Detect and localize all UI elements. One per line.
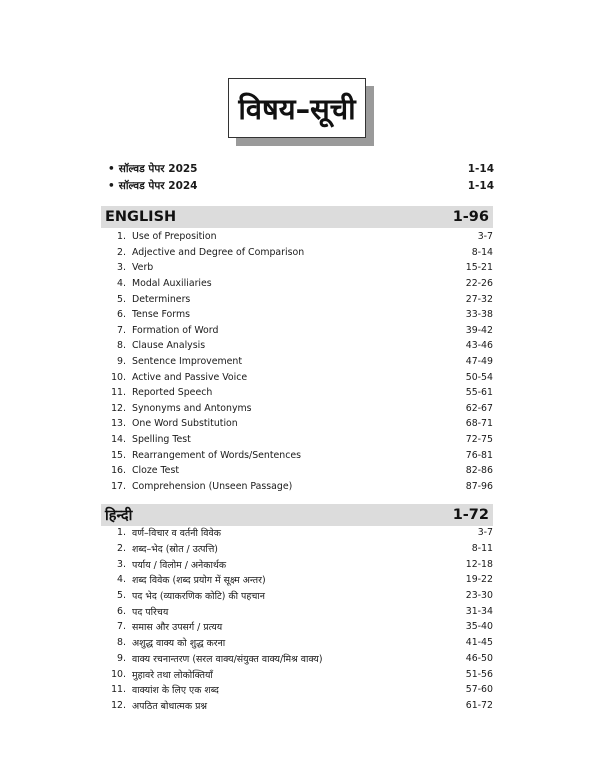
item-label: अशुद्ध वाक्य को शुद्ध करना bbox=[132, 638, 226, 650]
item-number: 12. bbox=[111, 699, 126, 711]
bullet-icon: • bbox=[108, 180, 115, 192]
item-label: Reported Speech bbox=[132, 387, 213, 399]
contents-item bbox=[108, 619, 493, 635]
item-label: पद परिचय bbox=[132, 606, 169, 618]
item-label: Synonyms and Antonyms bbox=[132, 402, 252, 414]
contents-item bbox=[108, 307, 493, 323]
section-name: ENGLISH bbox=[105, 209, 177, 225]
item-number: 2. bbox=[117, 246, 126, 258]
contents-item bbox=[108, 635, 493, 651]
item-number: 1. bbox=[117, 231, 126, 243]
item-label: Sentence Improvement bbox=[132, 356, 243, 368]
contents-item bbox=[108, 666, 493, 682]
item-number: 15. bbox=[111, 449, 126, 461]
solved-paper-label: सॉल्वड पेपर 2025 bbox=[118, 163, 198, 175]
section-name: हिन्दी bbox=[105, 508, 133, 524]
solved-paper-label: सॉल्वड पेपर 2024 bbox=[118, 180, 198, 192]
contents-item bbox=[108, 447, 493, 463]
item-label: Determiners bbox=[132, 293, 191, 305]
item-pages: 43-46 bbox=[465, 340, 493, 352]
item-number: 8. bbox=[117, 637, 126, 649]
contents-item bbox=[108, 369, 493, 385]
contents-item bbox=[108, 416, 493, 432]
item-pages: 72-75 bbox=[465, 434, 493, 446]
section-header-hindi bbox=[101, 504, 493, 526]
item-pages: 41-45 bbox=[465, 637, 493, 649]
section-range: 1-72 bbox=[452, 507, 489, 523]
english-contents-list bbox=[108, 229, 493, 494]
item-pages: 50-54 bbox=[465, 371, 493, 383]
contents-item bbox=[108, 698, 493, 714]
item-label: शब्द विवेक (शब्द प्रयोग में सूक्ष्म अन्तर) bbox=[132, 575, 266, 587]
contents-item bbox=[108, 603, 493, 619]
item-number: 14. bbox=[111, 434, 126, 446]
contents-item bbox=[108, 260, 493, 276]
item-number: 12. bbox=[111, 402, 126, 414]
solved-paper-row bbox=[108, 177, 494, 195]
item-number: 6. bbox=[117, 309, 126, 321]
item-label: Comprehension (Unseen Passage) bbox=[132, 480, 293, 492]
contents-item bbox=[108, 572, 493, 588]
item-label: पद भेद (व्याकरणिक कोटि) की पहचान bbox=[132, 591, 265, 603]
item-number: 3. bbox=[117, 262, 126, 274]
contents-item bbox=[108, 385, 493, 401]
item-number: 4. bbox=[117, 278, 126, 290]
item-pages: 8-14 bbox=[471, 246, 493, 258]
contents-item bbox=[108, 463, 493, 479]
section-range: 1-96 bbox=[452, 209, 489, 225]
item-label: वाक्यांश के लिए एक शब्द bbox=[132, 685, 219, 697]
item-label: अपठित बोधात्मक प्रश्न bbox=[132, 700, 208, 712]
contents-item bbox=[108, 323, 493, 339]
item-pages: 27-32 bbox=[465, 293, 493, 305]
item-label: Adjective and Degree of Comparison bbox=[132, 246, 305, 258]
item-pages: 55-61 bbox=[465, 387, 493, 399]
item-number: 6. bbox=[117, 605, 126, 617]
item-label: Rearrangement of Words/Sentences bbox=[132, 449, 302, 461]
item-pages: 23-30 bbox=[465, 590, 493, 602]
contents-item bbox=[108, 651, 493, 667]
item-label: Verb bbox=[132, 262, 154, 274]
contents-item bbox=[108, 525, 493, 541]
item-number: 13. bbox=[111, 418, 126, 430]
item-number: 11. bbox=[111, 684, 126, 696]
solved-paper-row bbox=[108, 160, 494, 178]
item-number: 10. bbox=[111, 668, 126, 680]
contents-item bbox=[108, 291, 493, 307]
solved-paper-pages: 1-14 bbox=[467, 163, 494, 175]
item-label: One Word Substitution bbox=[132, 418, 238, 430]
item-number: 11. bbox=[111, 387, 126, 399]
item-number: 9. bbox=[117, 356, 126, 368]
item-number: 7. bbox=[117, 324, 126, 336]
item-label: Spelling Test bbox=[132, 434, 191, 446]
contents-item bbox=[108, 245, 493, 261]
contents-item bbox=[108, 432, 493, 448]
item-pages: 31-34 bbox=[465, 605, 493, 617]
contents-item bbox=[108, 541, 493, 557]
item-label: Formation of Word bbox=[132, 324, 219, 336]
contents-item bbox=[108, 229, 493, 245]
item-number: 3. bbox=[117, 558, 126, 570]
item-pages: 19-22 bbox=[465, 574, 493, 586]
solved-paper-pages: 1-14 bbox=[467, 180, 494, 192]
item-pages: 82-86 bbox=[465, 465, 493, 477]
item-pages: 62-67 bbox=[465, 402, 493, 414]
item-pages: 47-49 bbox=[465, 356, 493, 368]
item-label: Tense Forms bbox=[132, 309, 190, 321]
item-label: शब्द–भेद (स्रोत / उत्पत्ति) bbox=[132, 544, 218, 556]
item-pages: 8-11 bbox=[471, 543, 493, 555]
contents-item bbox=[108, 682, 493, 698]
item-pages: 87-96 bbox=[465, 480, 493, 492]
item-pages: 39-42 bbox=[465, 324, 493, 336]
item-number: 8. bbox=[117, 340, 126, 352]
item-number: 5. bbox=[117, 590, 126, 602]
item-label: मुहावरे तथा लोकोक्तियाँ bbox=[132, 669, 213, 681]
item-number: 7. bbox=[117, 621, 126, 633]
page-title: विषय–सूची bbox=[238, 91, 356, 126]
item-pages: 33-38 bbox=[465, 309, 493, 321]
item-number: 5. bbox=[117, 293, 126, 305]
item-pages: 35-40 bbox=[465, 621, 493, 633]
contents-item bbox=[108, 401, 493, 417]
item-pages: 3-7 bbox=[477, 231, 493, 243]
contents-item bbox=[108, 276, 493, 292]
item-number: 4. bbox=[117, 574, 126, 586]
item-number: 16. bbox=[111, 465, 126, 477]
contents-item bbox=[108, 479, 493, 495]
item-label: समास और उपसर्ग / प्रत्यय bbox=[132, 622, 223, 634]
contents-item bbox=[108, 588, 493, 604]
solved-paper-label-wrap bbox=[108, 162, 197, 176]
item-pages: 46-50 bbox=[465, 652, 493, 664]
item-pages: 57-60 bbox=[465, 684, 493, 696]
item-label: Use of Preposition bbox=[132, 231, 217, 243]
item-pages: 15-21 bbox=[465, 262, 493, 274]
item-pages: 22-26 bbox=[465, 278, 493, 290]
item-label: Clause Analysis bbox=[132, 340, 206, 352]
item-number: 9. bbox=[117, 652, 126, 664]
item-label: पर्याय / विलोम / अनेकार्थक bbox=[132, 559, 227, 571]
item-pages: 51-56 bbox=[465, 668, 493, 680]
contents-item bbox=[108, 354, 493, 370]
item-label: Modal Auxiliaries bbox=[132, 278, 212, 290]
contents-item bbox=[108, 556, 493, 572]
hindi-contents-list bbox=[108, 525, 493, 713]
item-number: 10. bbox=[111, 371, 126, 383]
item-label: Active and Passive Voice bbox=[132, 371, 248, 383]
item-pages: 68-71 bbox=[465, 418, 493, 430]
item-number: 2. bbox=[117, 543, 126, 555]
solved-paper-label-wrap bbox=[108, 179, 197, 193]
item-pages: 76-81 bbox=[465, 449, 493, 461]
item-pages: 61-72 bbox=[465, 699, 493, 711]
item-number: 17. bbox=[111, 480, 126, 492]
title-frame bbox=[228, 78, 366, 138]
item-label: वाक्य रचनान्तरण (सरल वाक्य/संयुक्त वाक्य/मिश्र वाक्य) bbox=[132, 653, 323, 665]
item-label: Cloze Test bbox=[132, 465, 180, 477]
item-pages: 12-18 bbox=[465, 558, 493, 570]
bullet-icon: • bbox=[108, 163, 115, 175]
section-header-english bbox=[101, 206, 493, 228]
item-label: वर्ण–विचार व वर्तनी विवेक bbox=[132, 528, 221, 540]
item-pages: 3-7 bbox=[477, 527, 493, 539]
contents-item bbox=[108, 338, 493, 354]
item-number: 1. bbox=[117, 527, 126, 539]
title-box bbox=[228, 78, 368, 140]
